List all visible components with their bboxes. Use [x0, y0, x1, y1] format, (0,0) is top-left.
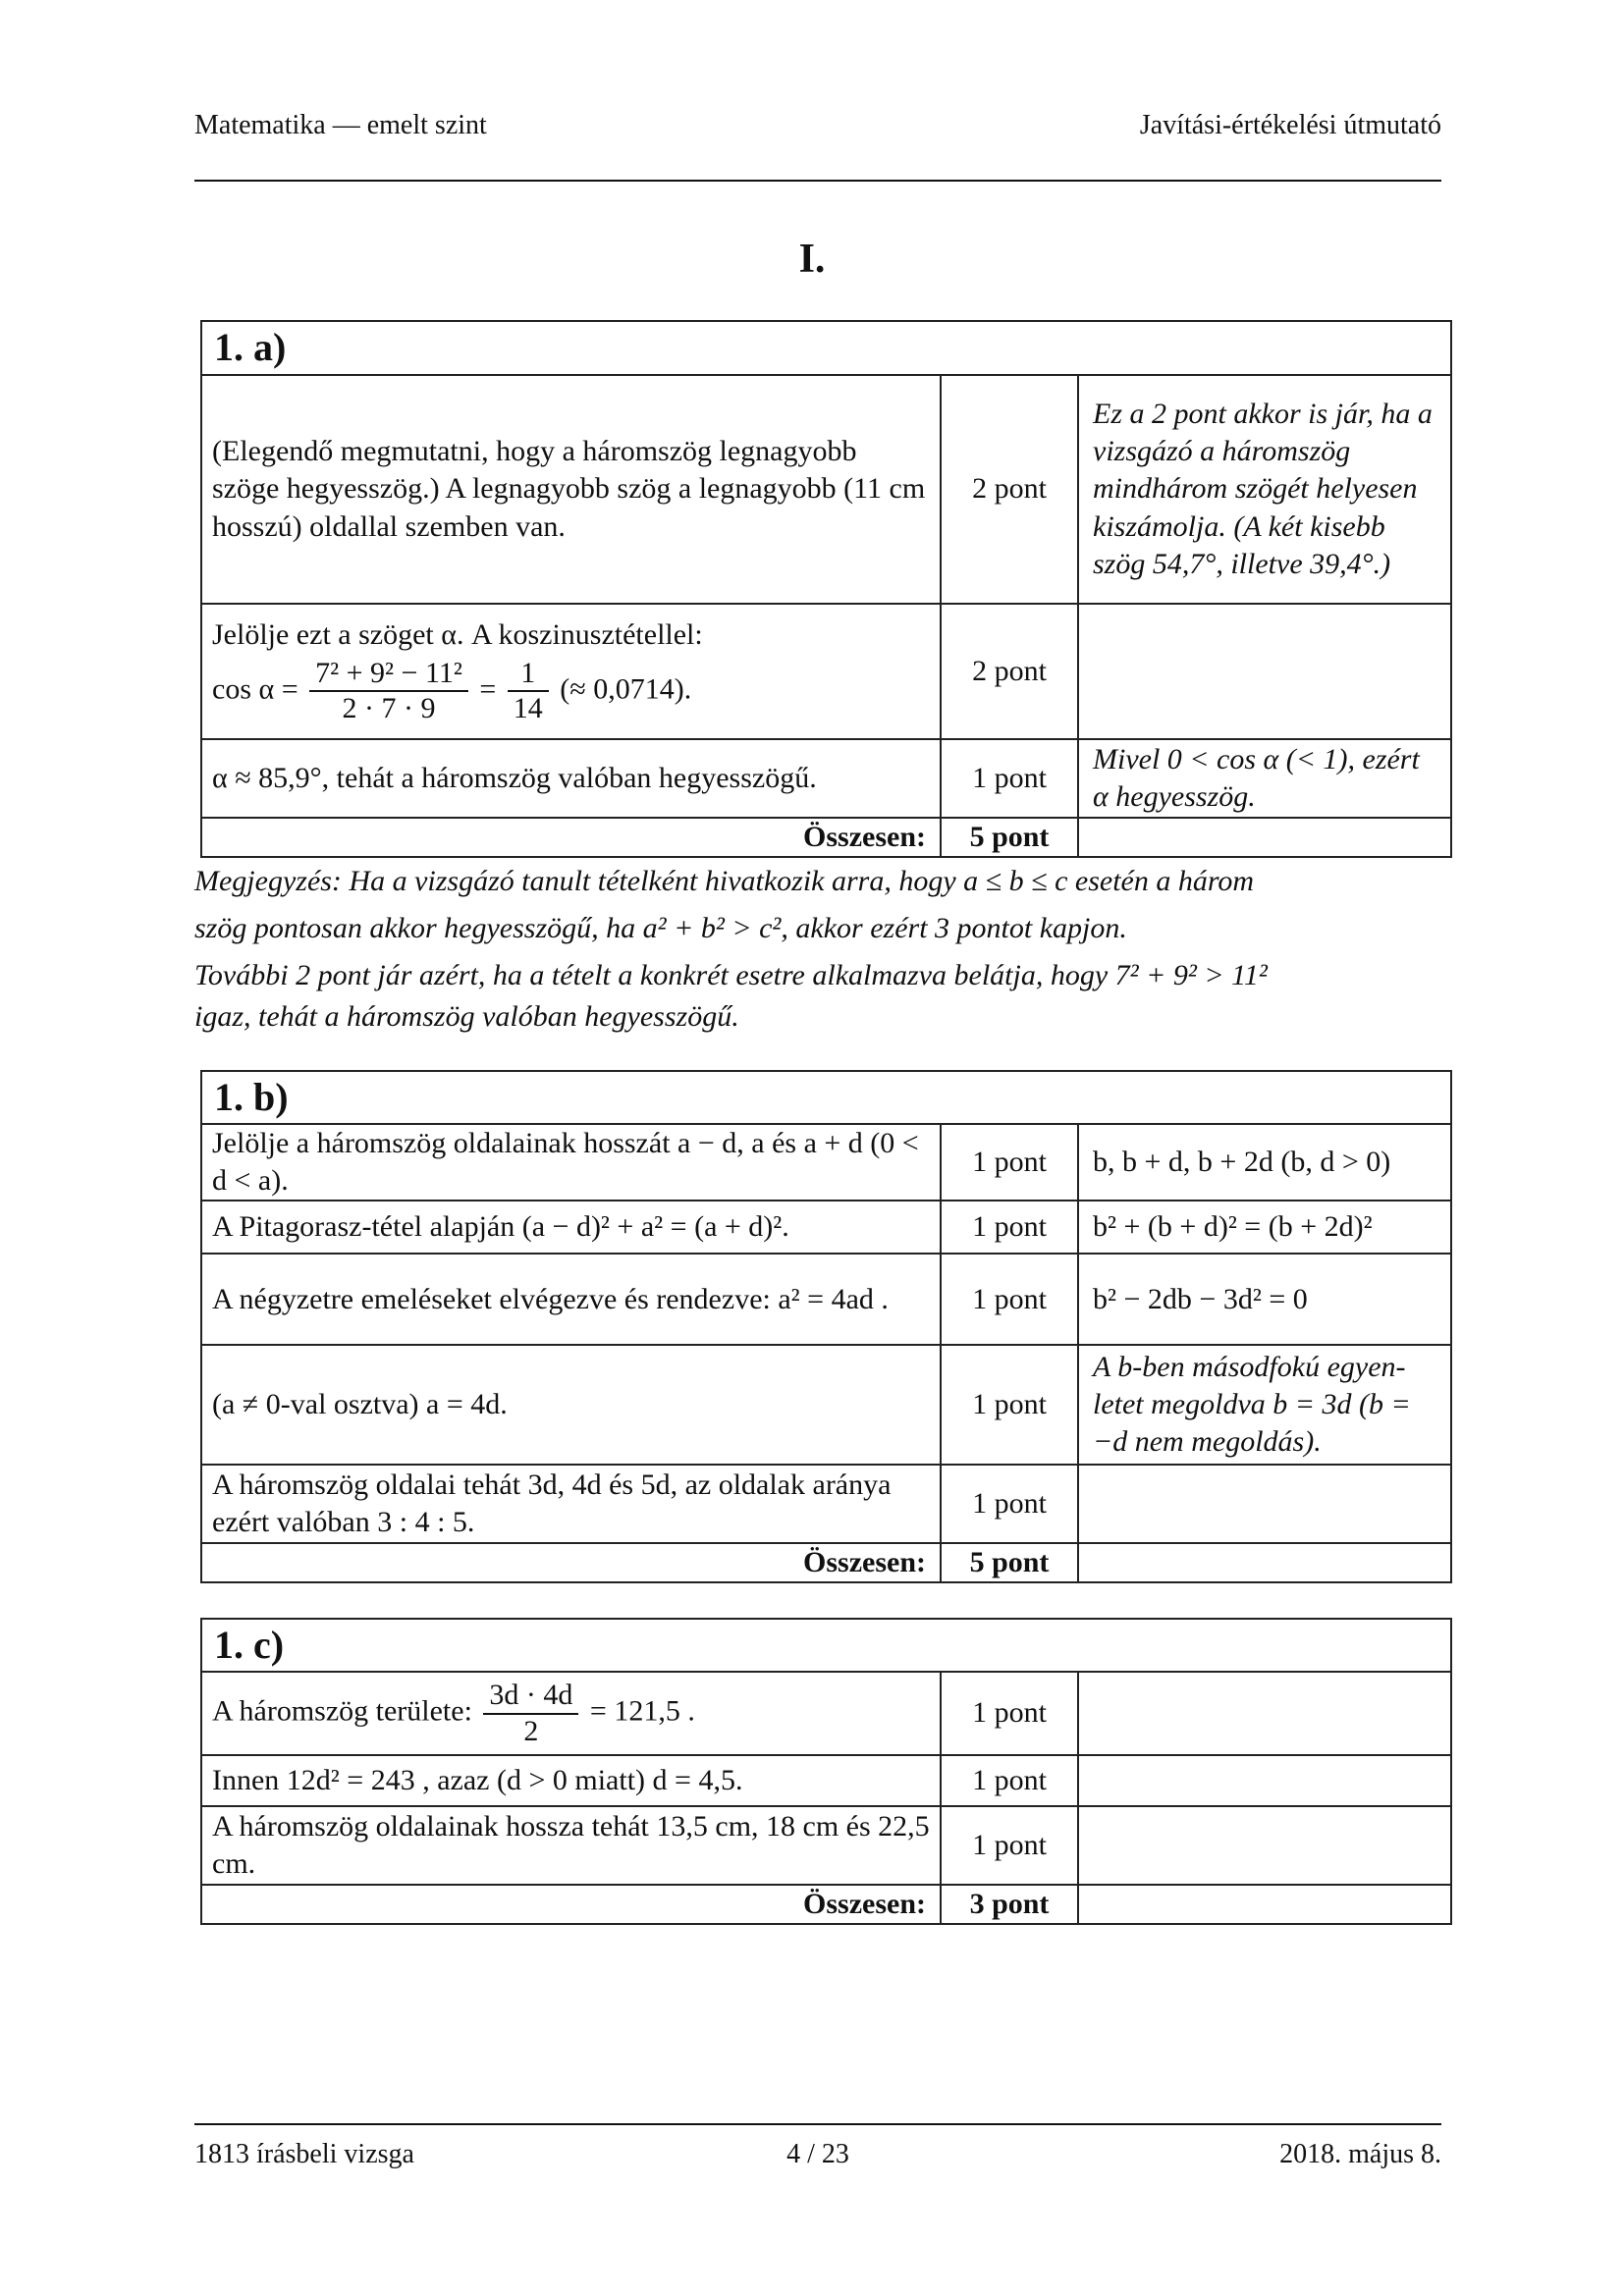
table-row [201, 604, 1451, 739]
task-1a-row2-text [201, 604, 941, 739]
formula-fraction-simplified [508, 657, 549, 726]
task-1c-title: 1. c) [201, 1619, 1451, 1672]
task-1b-row4-text: (a ≠ 0-val osztva) a = 4d. [201, 1345, 941, 1465]
task-1a-row1-points: 2 pont [941, 375, 1078, 604]
cosine-formula [212, 657, 930, 726]
footer-page-number: 4 / 23 [786, 2139, 849, 2169]
task-1c-table [200, 1618, 1452, 1925]
formula-denominator-2: 14 [513, 692, 543, 725]
header-subject: Matematika — emelt szint [194, 110, 487, 140]
formula-numerator-2: 1 [508, 657, 549, 693]
task-1b-total-points: 5 pont [941, 1543, 1078, 1582]
task-1c-row3-comment [1078, 1806, 1451, 1885]
table-row [201, 1755, 1451, 1806]
task-1a-row3-points: 1 pont [941, 739, 1078, 818]
task-1b-row2-comment: b² + (b + d)² = (b + 2d)² [1078, 1201, 1451, 1254]
task-1b-row5-points: 1 pont [941, 1465, 1078, 1543]
formula-numerator: 7² + 9² − 11² [309, 657, 468, 693]
table-row [201, 1345, 1451, 1465]
table-row [201, 375, 1451, 604]
formula-denominator: 2 · 7 · 9 [342, 692, 436, 725]
total-row [201, 1543, 1451, 1582]
task-1b-row4-points: 1 pont [941, 1345, 1078, 1465]
task-1c-row3-text: A háromszög oldalainak hossza tehát 13,5 cm, 18 cm és 22,5 cm. [201, 1806, 941, 1885]
task-1a-row3-comment: Mivel 0 < cos α (< 1), ezért α hegyesszög. [1078, 739, 1451, 818]
note-line-1: Megjegyzés: Ha a vizsgázó tanult tételként hivatkozik arra, hogy a ≤ b ≤ c esetén a három [194, 865, 1255, 897]
total-row [201, 818, 1451, 857]
note-line-3: További 2 pont jár azért, ha a tételt a konkrét esetre alkalmazva belátja, hogy 7² + 9² > 11² [194, 959, 1268, 991]
task-1b-row3-comment: b² − 2db − 3d² = 0 [1078, 1254, 1451, 1345]
task-1c-row2-points: 1 pont [941, 1755, 1078, 1806]
table-row [201, 1254, 1451, 1345]
page-footer [194, 2139, 1441, 2178]
area-numerator: 3d · 4d [483, 1679, 578, 1715]
table-row [201, 1672, 1451, 1755]
task-1b-table [200, 1070, 1452, 1583]
header-doc-type: Javítási-értékelési útmutató [1139, 110, 1441, 140]
table-row [201, 1201, 1451, 1254]
task-1a-row2-comment [1078, 604, 1451, 739]
area-fraction [483, 1679, 578, 1748]
formula-lhs: cos α = [212, 671, 298, 705]
task-1b-row5-comment [1078, 1465, 1451, 1543]
formula-fraction [309, 657, 468, 726]
footer-date: 2018. május 8. [1279, 2139, 1441, 2169]
page-header [194, 110, 1441, 145]
task-1b-row5-text: A háromszög oldalai tehát 3d, 4d és 5d, az oldalak aránya ezért valóban 3 : 4 : 5. [201, 1465, 941, 1543]
table-row [201, 1124, 1451, 1201]
task-1b-total-label: Összesen: [201, 1543, 941, 1582]
table-row [201, 1465, 1451, 1543]
task-1c-row2-comment [1078, 1755, 1451, 1806]
table-row [201, 1806, 1451, 1885]
formula-approx: (≈ 0,0714). [560, 671, 692, 705]
note-line-4: igaz, tehát a háromszög valóban hegyesszögű. [194, 1000, 739, 1033]
task-1c-row2-text: Innen 12d² = 243 , azaz (d > 0 miatt) d = 4,5. [201, 1755, 941, 1806]
task-1a-table [200, 320, 1452, 858]
footer-rule [194, 2123, 1441, 2125]
formula-equals: = [479, 671, 497, 705]
header-rule [194, 180, 1441, 182]
section-title: I. [798, 237, 826, 282]
task-1a-row1-text: (Elegendő megmutatni, hogy a háromszög legnagyobb szöge hegyesszög.) A legnagyobb szög a legnagyobb (11 cm hosszú) oldallal szemben van. [201, 375, 941, 604]
task-1b-row1-points: 1 pont [941, 1124, 1078, 1201]
task-1b-row3-points: 1 pont [941, 1254, 1078, 1345]
task-1b-title: 1. b) [201, 1071, 1451, 1124]
task-1b-row4-comment: A b-ben másodfokú egyenletet megoldva b = 3d (b = −d nem megoldás). [1078, 1345, 1451, 1465]
area-label: A háromszög területe: [212, 1694, 472, 1728]
task-1a-title: 1. a) [201, 321, 1451, 375]
scoring-note [194, 858, 1471, 1041]
task-1c-row3-points: 1 pont [941, 1806, 1078, 1885]
task-1c-total-label: Összesen: [201, 1885, 941, 1924]
area-result: = 121,5 . [589, 1694, 695, 1728]
task-1a-row3-text: α ≈ 85,9°, tehát a háromszög valóban hegyesszögű. [201, 739, 941, 818]
task-1c-row1-comment [1078, 1672, 1451, 1755]
task-1a-total-label: Összesen: [201, 818, 941, 857]
task-1a-row2-points: 2 pont [941, 604, 1078, 739]
total-row [201, 1885, 1451, 1924]
task-1a-row2-intro: Jelölje ezt a szöget α. A koszinusztétellel: [212, 618, 703, 652]
task-1a-total-points: 5 pont [941, 818, 1078, 857]
task-1b-row1-comment: b, b + d, b + 2d (b, d > 0) [1078, 1124, 1451, 1201]
task-1b-row2-points: 1 pont [941, 1201, 1078, 1254]
table-row [201, 739, 1451, 818]
task-1c-total-points: 3 pont [941, 1885, 1078, 1924]
task-1c-row1-text [201, 1672, 941, 1755]
task-1b-row2-text: A Pitagorasz-tétel alapján (a − d)² + a² = (a + d)². [201, 1201, 941, 1254]
task-1b-row1-text: Jelölje a háromszög oldalainak hosszát a − d, a és a + d (0 < d < a). [201, 1124, 941, 1201]
area-denominator: 2 [523, 1714, 539, 1747]
task-1c-row1-points: 1 pont [941, 1672, 1078, 1755]
task-1b-row3-text: A négyzetre emeléseket elvégezve és rendezve: a² = 4ad . [201, 1254, 941, 1345]
footer-exam-code: 1813 írásbeli vizsga [194, 2139, 414, 2169]
task-1a-row1-comment: Ez a 2 pont akkor is jár, ha a vizsgázó a háromszög mindhárom szögét helyesen kiszámolja. (A két kisebb szög 54,7°, illetve 39,4°.) [1078, 375, 1451, 604]
note-line-2: szög pontosan akkor hegyesszögű, ha a² + b² > c², akkor ezért 3 pontot kapjon. [194, 912, 1127, 944]
